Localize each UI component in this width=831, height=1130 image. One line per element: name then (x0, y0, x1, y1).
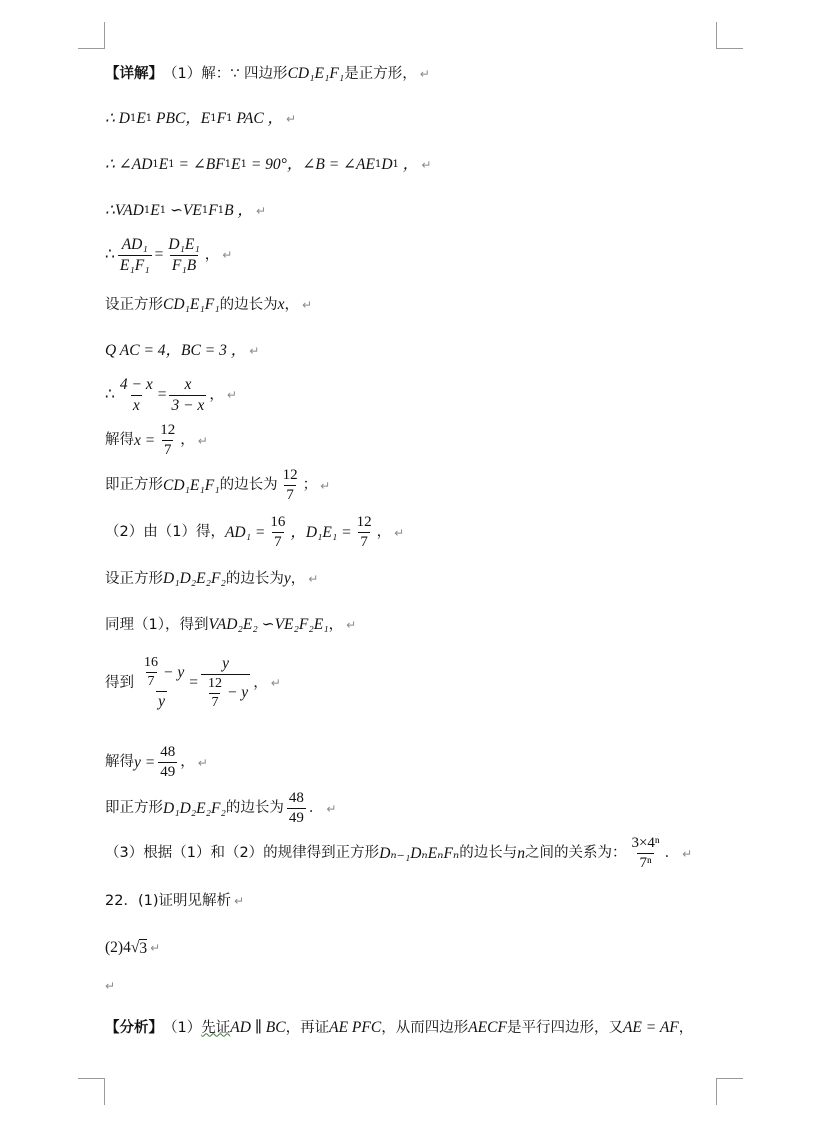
fraction: $\frac{48}{49}$ (288, 790, 304, 826)
solution-line-6: 设正方形 CD₁E₁F₁ 的边长为 x ， ↵ (105, 296, 313, 313)
solution-line-17: （3）根据（1）和（2）的规律得到正方形 Dₙ₋₁DₙEₙFₙ 的边长与 n 之间的关系为： $\frac{\text{3×4ⁿ}}{\text{7ⁿ}}$ ． ↵ (105, 835, 693, 871)
fraction: $\frac{12}{7}$ (160, 422, 176, 458)
square-name: CD₁E₁F₁ (163, 476, 220, 494)
fraction: $\frac{12}{7}$ (356, 514, 372, 550)
paragraph-mark: ↵ (394, 525, 405, 540)
solution-line-13: 同理（1），得到 VAD₂E₂ ∽VE₂F₂E₁ ， ↵ (105, 616, 357, 633)
paragraph-mark: ↵ (326, 801, 337, 816)
square-name: D₁D₂E₂F₂ (163, 570, 226, 587)
square-name: CD₁E₁F₁ (287, 65, 345, 82)
answer-22-line-2: (2)4 √ 3 ↵ (105, 939, 161, 957)
fraction: $\frac{12}{7}$ (282, 467, 298, 503)
fraction: $\frac{48}{49}$ (160, 744, 176, 780)
paragraph-mark: ↵ (197, 755, 208, 770)
paragraph-mark: ↵ (105, 979, 116, 993)
fraction: $\frac{4 - x}{x}$ (119, 376, 153, 414)
solution-line-5: ∴ $\frac{\text{AD₁}}{\text{E₁F₁}}$ = $\frac{\text{D₁E₁}}{\text{F₁B}}$ ， ↵ (105, 236, 233, 274)
page-corner-top-right (716, 22, 743, 49)
solution-line-3: ∴ ∠AD 1 E 1 = ∠BF 1 E 1 = 90°，∠B = ∠AE 1 D 1 ， ↵ (105, 156, 432, 173)
paragraph-mark: ↵ (234, 894, 245, 909)
paragraph-mark: ↵ (249, 343, 260, 358)
paragraph-mark: ↵ (270, 675, 281, 690)
sqrt-symbol: √ (130, 939, 140, 956)
grammar-underline: 先证 (201, 1019, 231, 1036)
analysis-line-1: 【分析】 （1） 先证 AD ∥ BC ，再证 AE PFC ，从而四边形 AECF 是平行四边形，又 AE = AF ， (105, 1019, 694, 1036)
paragraph-mark: ↵ (421, 157, 432, 172)
paragraph-mark: ↵ (150, 940, 161, 955)
section-bracket: 【详解】 (105, 65, 163, 82)
paragraph-mark: ↵ (346, 617, 357, 632)
solution-line-11: （2）由（1）得， AD₁ = $\frac{16}{7}$ ，D₁E₁ = $\frac{12}{7}$ ， ↵ (105, 514, 405, 550)
compound-fraction: $\frac{16}{7}$ − y y (144, 655, 185, 710)
fraction: $\frac{12}{7}$ (207, 675, 222, 710)
solution-line-15: 解得 y = $\frac{48}{49}$ ， ↵ (105, 744, 208, 780)
solution-line-8: ∴ $\frac{4 - x}{x}$ = $\frac{x}{3 - x}$ ， ↵ (105, 376, 237, 414)
fraction: $\frac{\text{AD₁}}{\text{E₁F₁}}$ (119, 236, 150, 274)
solution-line-2: ∴ D 1 E 1 PBC，E 1 F 1 PAC ， ↵ (105, 110, 297, 127)
paragraph-mark: ↵ (226, 388, 237, 402)
square-name: Dₙ₋₁DₙEₙFₙ (379, 844, 460, 862)
fraction: $\frac{16}{7}$ (144, 655, 158, 689)
page-corner-bottom-left (78, 1078, 105, 1105)
solution-line-4: ∴VAD 1 E 1 ∽VE 1 F 1 B ， ↵ (105, 202, 266, 219)
fraction: $\frac{16}{7}$ (270, 514, 286, 550)
paragraph-mark: ↵ (302, 297, 313, 312)
solution-line-14: 得到 $\frac{16}{7}$ − y y = y $\frac{12}{7}$ − y ， ↵ (105, 655, 281, 710)
paragraph-mark: ↵ (419, 66, 430, 81)
square-name: D₁D₂E₂F₂ (163, 799, 226, 817)
solution-line-12: 设正方形 D₁D₂E₂F₂ 的边长为 y ， ↵ (105, 570, 319, 587)
solution-line-9: 解得 x = $\frac{12}{7}$ ， ↵ (105, 422, 208, 458)
page-corner-bottom-right (716, 1078, 743, 1105)
paragraph-mark: ↵ (222, 248, 233, 262)
paragraph-mark: ↵ (197, 433, 208, 448)
page-corner-top-left (78, 22, 105, 49)
compound-fraction: y $\frac{12}{7}$ − y (201, 656, 250, 710)
solution-line-16: 即正方形 D₁D₂E₂F₂ 的边长为 $\frac{48}{49}$ ． ↵ (105, 790, 337, 826)
solution-line-7: Q AC = 4，BC = 3 ， ↵ (105, 342, 260, 359)
fraction: $\frac{\text{D₁E₁}}{\text{F₁B}}$ (168, 236, 200, 274)
paragraph-mark: ↵ (308, 571, 319, 586)
paragraph-mark: ↵ (286, 111, 297, 126)
paragraph-mark: ↵ (682, 846, 693, 861)
square-name: CD₁E₁F₁ (163, 296, 220, 313)
answer-22-line-1: 22．(1)证明见解析 ↵ (105, 893, 245, 909)
section-bracket: 【分析】 (105, 1019, 163, 1036)
solution-line-10: 即正方形 CD₁E₁F₁ 的边长为 $\frac{12}{7}$ ； ↵ (105, 467, 331, 503)
paragraph-mark: ↵ (255, 203, 266, 218)
fraction: $\frac{x}{3 - x}$ (171, 376, 205, 414)
solution-line-1: 【详解】 （1）解：∵ 四边形 CD₁E₁F₁ 是正方形， ↵ (105, 65, 430, 82)
empty-paragraph (105, 980, 115, 992)
paragraph-mark: ↵ (320, 478, 331, 493)
fraction: $\frac{\text{3×4ⁿ}}{\text{7ⁿ}}$ (631, 835, 660, 871)
